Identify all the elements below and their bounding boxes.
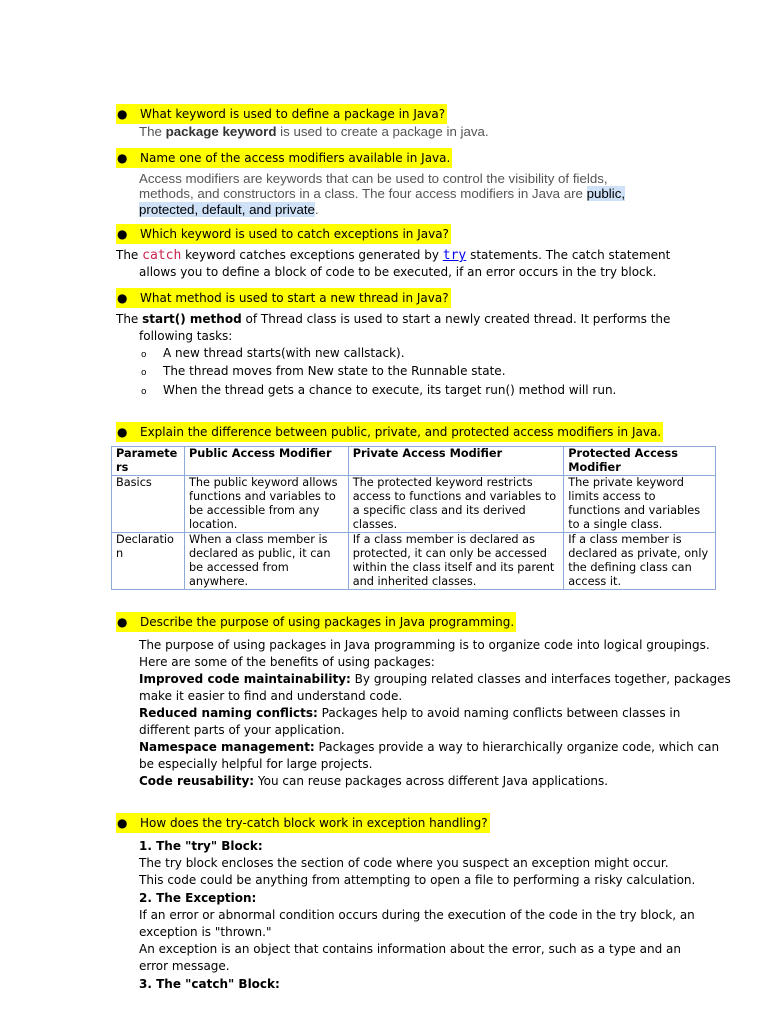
question-3 — [116, 224, 451, 244]
question-7 — [116, 813, 490, 833]
bullet-icon: ● — [117, 227, 128, 241]
section-heading: 3. The "catch" Block: — [139, 977, 280, 991]
question-4 — [116, 288, 451, 308]
paragraph-line: error message. — [139, 959, 230, 973]
bullet-icon: ● — [117, 151, 128, 165]
answer-6-intro: Here are some of the benefits of using packages: — [139, 655, 435, 669]
answer-3-line-2: allows you to define a block of code to be executed, if an error occurs in the try block. — [139, 265, 657, 279]
table-header: Protected Access Modifier — [564, 447, 716, 476]
task-item: o When the thread gets a chance to execute, its target run() method will run. — [141, 382, 616, 400]
question-text: What keyword is used to define a package in Java? — [140, 107, 446, 121]
table-cell: The private keyword limits access to functions and variables to a single class. — [564, 476, 716, 533]
bullet-icon: ● — [117, 291, 128, 305]
benefit-item: different parts of your application. — [139, 723, 345, 737]
table-cell: The public keyword allows functions and variables to be accessible from any location. — [184, 476, 348, 533]
table-cell: The protected keyword restricts access to functions and variables to a specific class and its derived classes. — [348, 476, 564, 533]
circle-bullet-icon: o — [141, 368, 147, 378]
answer-2-line-1: Access modifiers are keywords that can be used to control the visibility of fields, — [139, 171, 608, 186]
question-6 — [116, 612, 516, 632]
benefit-item: be especially helpful for large projects. — [139, 757, 373, 771]
answer-6-intro: The purpose of using packages in Java programming is to organize code into logical groupings. — [139, 638, 710, 652]
link-try[interactable]: try — [442, 248, 467, 263]
bullet-icon: ● — [117, 816, 128, 830]
benefit-item: make it easier to find and understand code. — [139, 689, 403, 703]
bullet-icon: ● — [117, 107, 128, 121]
task-item: o A new thread starts(with new callstack). — [141, 345, 405, 363]
question-5 — [116, 422, 663, 442]
table-cell: If a class member is declared as private, only the defining class can access it. — [564, 533, 716, 590]
question-text: How does the try-catch block work in exception handling? — [140, 816, 488, 830]
answer-4-line-2: following tasks: — [139, 329, 233, 343]
answer-1: The package keyword is used to create a package in java. — [139, 124, 489, 139]
task-item: o The thread moves from New state to the Runnable state. — [141, 363, 506, 381]
circle-bullet-icon: o — [141, 350, 147, 360]
paragraph-line: An exception is an object that contains information about the error, such as a type and an — [139, 942, 681, 956]
benefit-item: Reduced naming conflicts: Packages help to avoid naming conflicts between classes in — [139, 706, 681, 720]
bullet-icon: ● — [117, 615, 128, 629]
paragraph-line: The try block encloses the section of code where you suspect an exception might occur. — [139, 856, 669, 870]
answer-4-line-1: The start() method of Thread class is used to start a newly created thread. It performs the — [116, 312, 671, 326]
paragraph-line: exception is "thrown." — [139, 925, 272, 939]
benefit-item: Improved code maintainability: By grouping related classes and interfaces together, packages — [139, 672, 731, 686]
bullet-icon: ● — [117, 425, 128, 439]
table-cell: Declaratio n — [112, 533, 185, 590]
table-header: Private Access Modifier — [348, 447, 564, 476]
question-1 — [116, 104, 447, 124]
circle-bullet-icon: o — [141, 387, 147, 397]
benefit-item: Namespace management: Packages provide a way to hierarchically organize code, which can — [139, 740, 720, 754]
table-header: Paramete rs — [112, 447, 185, 476]
table-cell: Basics — [112, 476, 185, 533]
section-heading: 2. The Exception: — [139, 891, 257, 905]
table-row — [112, 476, 716, 533]
question-text: Explain the difference between public, private, and protected access modifiers in Java. — [140, 425, 662, 439]
paragraph-line: If an error or abnormal condition occurs during the execution of the code in the try block, an — [139, 908, 695, 922]
selected-text: public, — [586, 186, 626, 201]
table-cell: When a class member is declared as public, it can be accessed from anywhere. — [184, 533, 348, 590]
question-text: Which keyword is used to catch exceptions in Java? — [140, 227, 449, 241]
paragraph-line: This code could be anything from attempting to open a file to performing a risky calculation. — [139, 873, 696, 887]
question-text: What method is used to start a new thread in Java? — [140, 291, 449, 305]
section-heading: 1. The "try" Block: — [139, 839, 263, 853]
selected-text: protected, default, and private — [139, 202, 315, 217]
table-header-row — [112, 447, 716, 476]
benefit-item: Code reusability: You can reuse packages across different Java applications. — [139, 774, 609, 788]
table-header: Public Access Modifier — [184, 447, 348, 476]
answer-2-line-2: methods, and constructors in a class. The four access modifiers in Java are public, — [139, 186, 626, 201]
code-catch: catch — [142, 248, 182, 263]
access-modifier-table — [111, 446, 716, 590]
question-text: Describe the purpose of using packages in Java programming. — [140, 615, 515, 629]
table-row — [112, 533, 716, 590]
answer-3-line-1: The catch keyword catches exceptions generated by try statements. The catch statement — [116, 248, 671, 263]
answer-2-line-3: protected, default, and private. — [139, 202, 319, 217]
question-2 — [116, 148, 452, 168]
question-text: Name one of the access modifiers available in Java. — [140, 151, 451, 165]
table-cell: If a class member is declared as protected, it can only be accessed within the class itself and its parent and inherited classes. — [348, 533, 564, 590]
